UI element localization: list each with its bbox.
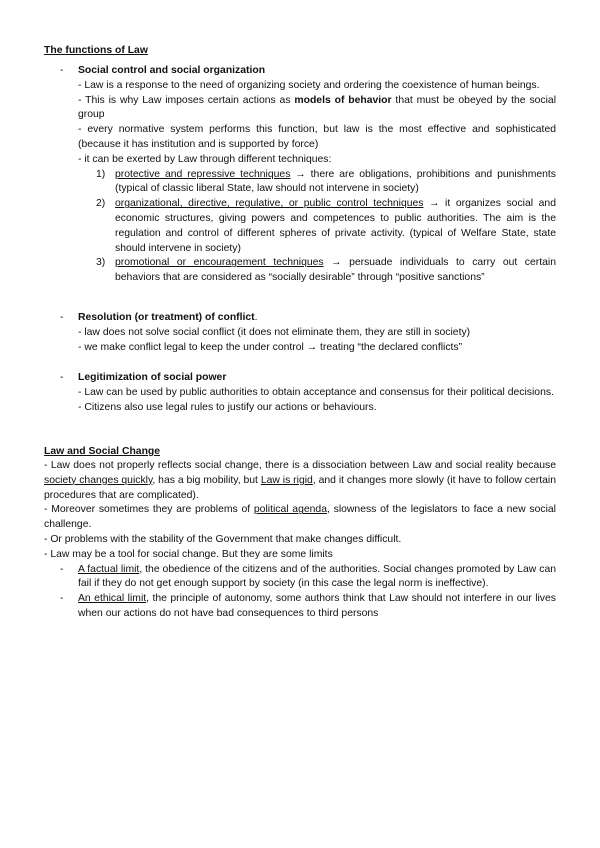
paragraph xyxy=(44,459,556,503)
item-number: 1) xyxy=(96,168,106,180)
paragraph: - Citizens also use legal rules to justify our actions or behaviours. xyxy=(78,401,377,413)
text-run: , and it changes more slowly (it have to follow certain procedures that are complicated). xyxy=(44,474,556,501)
bullet-dash: - xyxy=(60,593,64,605)
heading-text: Resolution (or treatment) of conflict xyxy=(78,312,255,323)
social-control-block xyxy=(44,64,556,286)
underlined-term: organizational, directive, regulative, or public control techniques xyxy=(115,198,424,210)
paragraph: - we make conflict legal to keep the under control → treating “the declared conflicts” xyxy=(78,341,463,353)
text-run: that must be obeyed by the social group xyxy=(78,94,557,121)
paragraph: - it can be exerted by Law through different techniques: xyxy=(78,153,332,165)
legitimization-heading xyxy=(44,371,556,386)
paragraph xyxy=(44,94,556,124)
resolution-heading xyxy=(44,311,556,326)
text-run: - Law does not properly reflects social change, there is a dissociation between Law and social reality because xyxy=(44,460,556,471)
text-run: , slowness of the legislators to face a new social challenge. xyxy=(44,504,556,531)
bullet-dash: - xyxy=(60,563,64,575)
bold-term: models of behavior xyxy=(294,94,392,106)
underlined-term: protective and repressive techniques xyxy=(115,168,291,180)
item-number: 2) xyxy=(96,198,106,210)
paragraph: - Law can be used by public authorities to obtain acceptance and consensus for their political decisions. xyxy=(78,386,554,398)
item-number: 3) xyxy=(96,257,106,269)
section-title-functions: The functions of Law xyxy=(44,45,148,56)
paragraph: - Law is a response to the need of organizing society and ordering the coexistence of human beings. xyxy=(78,79,540,91)
text-run: - Moreover sometimes they are problems of xyxy=(44,504,254,516)
resolution-block xyxy=(44,311,556,355)
underlined-term: An ethical limit xyxy=(78,593,147,605)
text-run: → it organizes social and economic structures, giving powers and competences to public authorities. The aim is the regulation and control of different spheres of private activity. (typical of Welfare State, state should intervene in society) xyxy=(115,198,556,254)
paragraph: - law does not solve social conflict (it does not eliminate them, they are still in society) xyxy=(78,326,471,338)
bullet-dash: - xyxy=(60,65,64,76)
bullet-dash: - xyxy=(60,372,64,383)
social-change-block xyxy=(44,459,556,622)
text-run: , the principle of autonomy, some authors think that Law should not interfere in our lives when our actions do not have bad consequences to third persons xyxy=(78,593,556,619)
bullet-dash: - xyxy=(60,312,64,323)
social-control-heading xyxy=(44,64,556,79)
heading-period: . xyxy=(254,312,258,323)
legitimization-block xyxy=(44,371,556,415)
section-title-social-change: Law and Social Change xyxy=(44,446,161,457)
technique-item xyxy=(44,256,556,286)
underlined-term: Law is rigid xyxy=(260,474,313,486)
paragraph: - Law may be a tool for social change. But they are some limits xyxy=(44,548,333,560)
text-run: → there are obligations, prohibitions and punishments (typical of classic liberal State, law should not intervene in society) xyxy=(115,168,556,195)
limit-item xyxy=(44,563,556,593)
text-run: - This is why Law imposes certain actions as xyxy=(78,94,295,106)
technique-item xyxy=(44,168,556,198)
text-run: → persuade individuals to carry out certain behaviors that are considered as “socially desirable” through “positive sanctions” xyxy=(115,257,556,284)
underlined-term: society changes quickly xyxy=(44,474,153,486)
text-run: , the obedience of the citizens and of the authorities. Social changes promoted by Law can fail if they do not get enough support by society (in this case the legal norm is ineffective). xyxy=(78,563,557,590)
text-run: , has a big mobility, but xyxy=(152,474,261,486)
limit-item xyxy=(44,592,556,622)
technique-item xyxy=(44,197,556,256)
paragraph xyxy=(44,503,556,533)
underlined-term: promotional or encouragement techniques xyxy=(115,257,324,269)
paragraph: - every normative system performs this function, but law is the most effective and sophisticated (because it has institution and is supported by force) xyxy=(78,124,556,150)
heading-text: Legitimization of social power xyxy=(78,372,227,383)
underlined-term: political agenda xyxy=(253,504,327,516)
underlined-term: A factual limit xyxy=(78,563,140,575)
paragraph: - Or problems with the stability of the Government that make changes difficult. xyxy=(44,533,402,545)
heading-text: Social control and social organization xyxy=(78,65,266,76)
